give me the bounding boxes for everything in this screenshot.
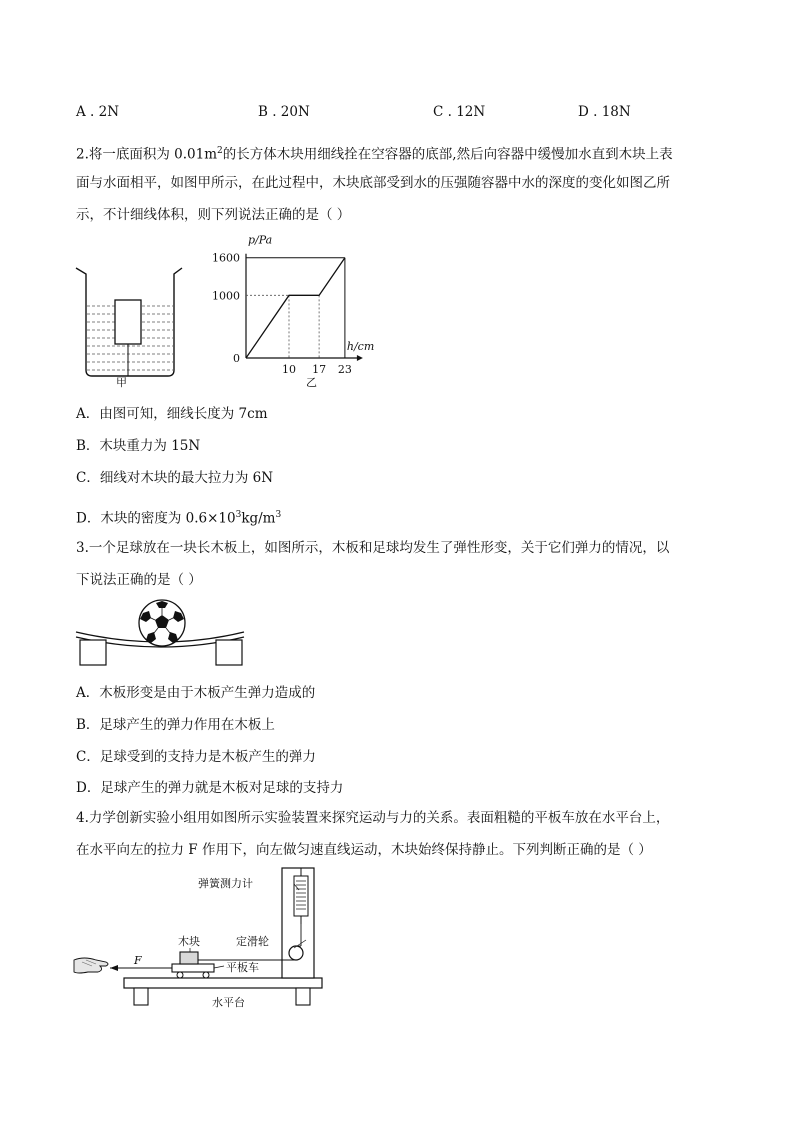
q3-stem-line1: 3.一个足球放在一块长木板上，如图所示，木板和足球均发生了弹性形变，关于它们弹力的情况，以	[76, 540, 670, 556]
label-force: F	[134, 954, 142, 967]
figure-yi-chart	[200, 233, 410, 388]
y-tick-label: 1600	[212, 251, 240, 265]
y-axis-label: p/Pa	[248, 233, 273, 247]
x-axis-arrow	[357, 355, 363, 361]
q2-option-a: A．由图可知，细线长度为 7cm	[76, 406, 268, 422]
q4-stem-line1: 4.力学创新实验小组用如图所示实验装置来探究运动与力的关系。表面粗糙的平板车放在水平台上，	[76, 810, 670, 826]
label-spring-scale: 弹簧测力计	[198, 877, 253, 890]
x-tick-label: 23	[337, 363, 352, 376]
q2-option-d	[76, 505, 281, 529]
figure-jia-beaker	[70, 260, 190, 390]
q2-option-d-pre: D．木块的密度为 0.6×10	[76, 510, 236, 527]
label-cart: 平板车	[226, 961, 259, 974]
pulley-icon	[289, 946, 303, 960]
q4-stem-line2: 在水平向左的拉力 F 作用下，向左做匀速直线运动，木块始终保持静止。下列判断正确的是（ ）	[76, 842, 652, 858]
q2-stem-line1a: 2.将一底面积为 0.01m	[76, 146, 218, 163]
q3-option-b: B．足球产生的弹力作用在木板上	[76, 717, 275, 733]
figure-football-plank	[76, 596, 248, 670]
y-tick-label: 1000	[212, 289, 240, 303]
q1-option-c: C . 12N	[433, 104, 486, 120]
y-tick-label: 0	[233, 352, 240, 365]
q2-option-d-mid: kg/m	[241, 510, 276, 527]
label-block: 木块	[178, 935, 200, 948]
cart	[172, 964, 214, 972]
q1-option-b: B . 20N	[258, 104, 310, 120]
q2-stem-line1	[76, 141, 673, 165]
q1-option-d: D . 18N	[578, 104, 631, 120]
q3-option-a: A．木板形变是由于木板产生弹力造成的	[76, 685, 316, 701]
q2-option-d-sup2: 3	[275, 510, 282, 520]
hand-icon	[74, 958, 108, 973]
q2-option-b: B．木块重力为 15N	[76, 438, 201, 454]
q2-option-c: C．细线对木块的最大拉力为 6N	[76, 470, 274, 486]
q2-stem-line1b: 的长方体木块用细线拴在空容器的底部,然后向容器中缓慢加水直到木块上表	[222, 146, 673, 163]
x-tick-label: 10	[282, 363, 296, 376]
q2-option-d-sup1: 3	[235, 510, 242, 520]
q2-stem-line2: 面与水面相平，如图甲所示，在此过程中，木块底部受到水的压强随容器中水的深度的变化如图乙所	[76, 175, 670, 191]
x-tick-label: 17	[312, 363, 327, 376]
spring-scale-icon	[294, 868, 308, 924]
q1-option-a: A . 2N	[76, 104, 120, 120]
fig-jia-label: 甲	[116, 376, 127, 389]
label-table: 水平台	[212, 996, 245, 1009]
q3-stem-line2: 下说法正确的是（ ）	[76, 572, 202, 588]
label-pulley: 定滑轮	[236, 935, 269, 948]
series-line	[246, 258, 345, 358]
x-axis-label: h/cm	[346, 340, 375, 353]
wood-block	[180, 952, 198, 964]
q3-option-c: C．足球受到的支持力是木板产生的弹力	[76, 749, 316, 765]
wooden-block	[115, 300, 141, 344]
football-icon	[139, 600, 185, 646]
q2-stem-line3: 示，不计细线体积，则下列说法正确的是（ ）	[76, 207, 351, 223]
q3-option-d: D．足球产生的弹力就是木板对足球的支持力	[76, 780, 344, 796]
table-top	[124, 978, 322, 988]
q2-stem-sup: 2	[217, 146, 223, 156]
fig-yi-label: 乙	[306, 376, 317, 389]
